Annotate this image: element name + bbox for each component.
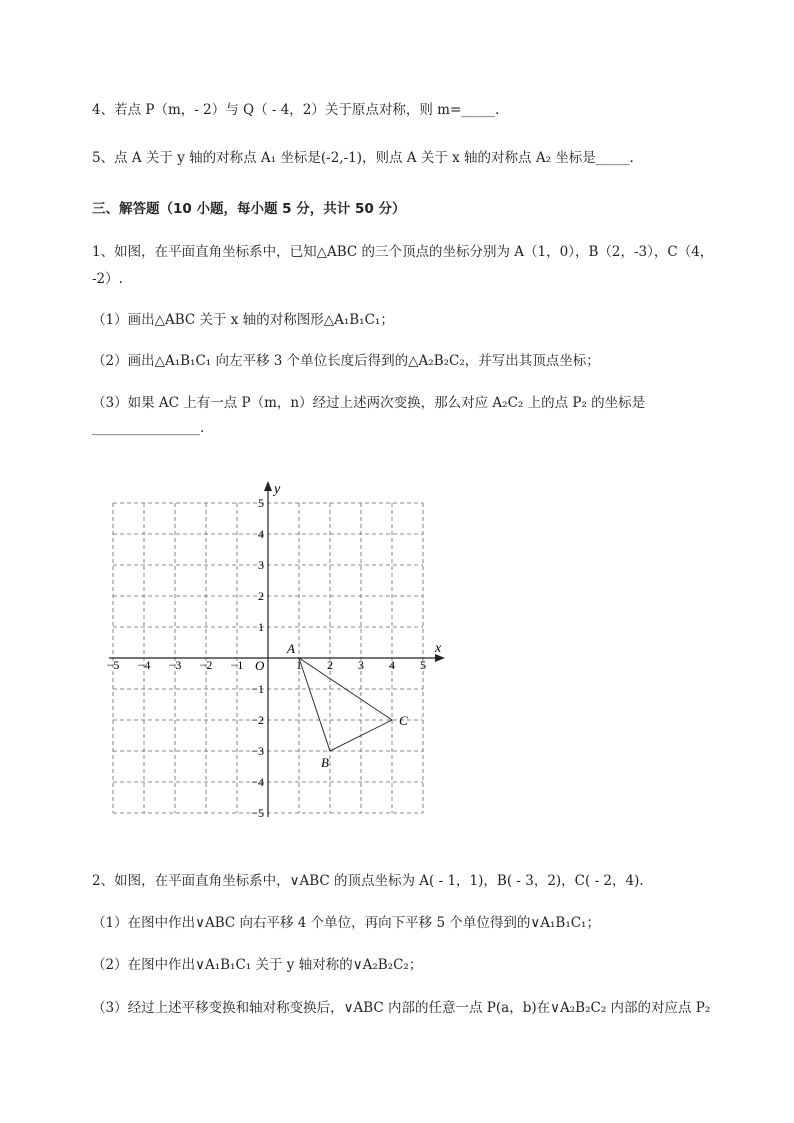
x-tick-label: −4	[137, 658, 151, 672]
vertex-label-b: B	[321, 755, 329, 770]
problem-1-line-2: -2）.	[92, 271, 123, 287]
x-tick-label: −5	[106, 658, 120, 672]
section-3-heading: 三、解答题（10 小题，每小题 5 分，共计 50 分）	[92, 201, 406, 217]
question-5: 5、点 A 关于 y 轴的对称点 A₁ 坐标是(-2,-1)，则点 A 关于 x 轴的对称点 A₂ 坐标是_____.	[92, 150, 634, 166]
problem-1-sub-1: （1）画出△ABC 关于 x 轴的对称图形△A₁B₁C₁；	[92, 312, 394, 328]
y-tick-label: −2	[251, 713, 264, 727]
problem-1-answer-blank: ________________.	[92, 420, 205, 436]
problem-2-sub-3: （3）经过上述平移变换和轴对称变换后，∨ABC 内部的任意一点 P(a，b)在∨A₂B₂C₂ 内部的对应点 P₂	[92, 1000, 711, 1016]
y-tick-label: −5	[251, 806, 264, 820]
triangle-outline	[299, 658, 392, 751]
x-tick-label: −1	[230, 658, 244, 672]
y-tick-label: −4	[251, 775, 264, 789]
y-tick-label: 1	[258, 620, 264, 634]
axes	[106, 481, 445, 817]
problem-2-sub-1: （1）在图中作出∨ABC 向右平移 4 个单位，再向下平移 5 个单位得到的∨A₁B₁C₁；	[92, 915, 600, 931]
y-tick-label: 2	[258, 589, 264, 603]
x-tick-label: 4	[389, 658, 395, 672]
y-axis-label: y	[274, 482, 281, 497]
x-tick-label: 2	[327, 658, 333, 672]
problem-1-sub-2: （2）画出△A₁B₁C₁ 向左平移 3 个单位长度后得到的△A₂B₂C₂，并写出其顶点坐标；	[92, 353, 600, 369]
coordinate-graph	[98, 478, 458, 838]
problem-2-line-1: 2、如图，在平面直角坐标系中，∨ABC 的顶点坐标为 A( - 1，1)，B( - 3，2)，C( - 2，4).	[92, 873, 644, 889]
vertex-label-c: C	[399, 713, 408, 728]
y-tick-label: 4	[258, 527, 264, 541]
x-tick-label: 3	[358, 658, 364, 672]
question-4: 4、若点 P（m，- 2）与 Q（ - 4，2）关于原点对称，则 m=_____.	[92, 102, 500, 118]
y-tick-label: −1	[251, 682, 264, 696]
x-tick-label: 5	[420, 658, 426, 672]
y-tick-label: −3	[251, 744, 264, 758]
y-tick-label: 3	[258, 558, 264, 572]
problem-2-sub-2: （2）在图中作出∨A₁B₁C₁ 关于 y 轴对称的∨A₂B₂C₂；	[92, 957, 423, 973]
origin-label: O	[255, 658, 265, 673]
y-axis-arrow	[264, 481, 272, 491]
x-axis-label: x	[435, 641, 442, 656]
vertex-label-a: A	[287, 641, 295, 656]
problem-1-line-1: 1、如图，在平面直角坐标系中，已知△ABC 的三个顶点的坐标分别为 A（1，0），B（2，-3），C（4，	[92, 244, 714, 260]
x-tick-label: −3	[168, 658, 182, 672]
x-tick-label: 1	[296, 658, 302, 672]
problem-1-sub-3: （3）如果 AC 上有一点 P（m，n）经过上述两次变换，那么对应 A₂C₂ 上的点 P₂ 的坐标是	[92, 395, 646, 411]
y-tick-label: 5	[258, 496, 264, 510]
x-tick-label: −2	[199, 658, 213, 672]
